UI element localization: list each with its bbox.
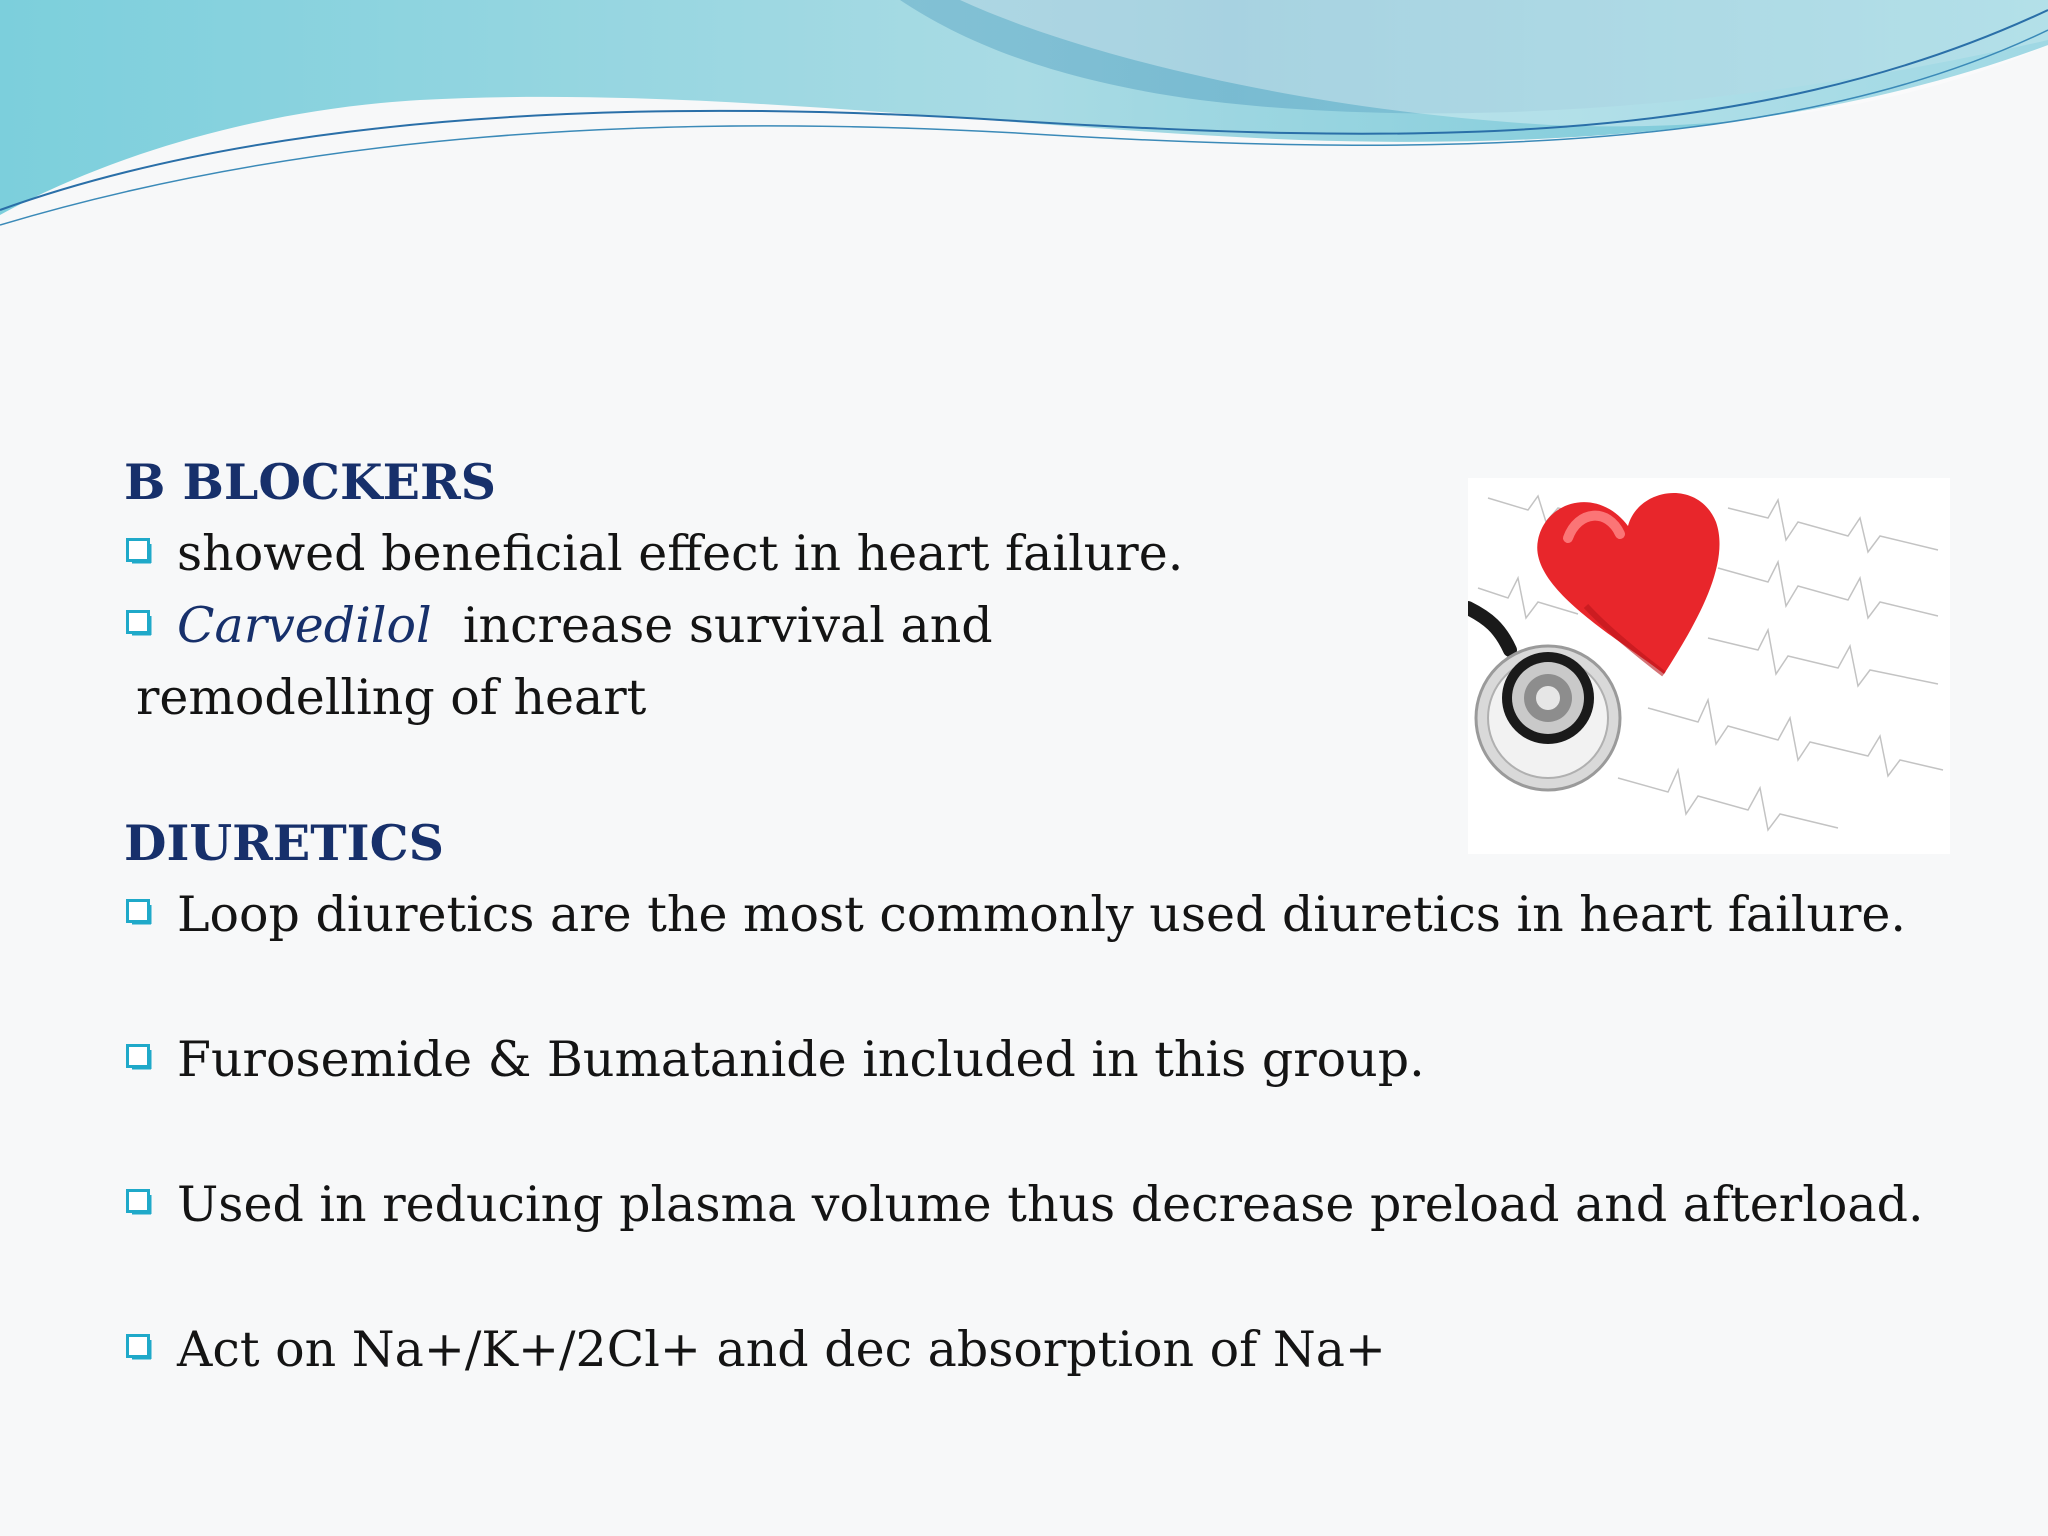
list-item (124, 590, 1944, 662)
list-item (124, 1169, 1944, 1241)
square-bullet-icon (126, 899, 152, 925)
diuretics-heading: DIURETICS (124, 814, 444, 872)
header-wave-decoration (0, 0, 2048, 240)
list-item-text: Loop diuretics are the most commonly used diuretics in heart failure. (177, 886, 1906, 943)
list-item-text: Furosemide & Bumatanide included in this group. (177, 1031, 1425, 1088)
spacer (124, 951, 1944, 1024)
list-item-continuation: remodelling of heart (136, 669, 647, 726)
list-item (124, 518, 1944, 590)
square-bullet-icon (126, 1334, 152, 1360)
spacer (124, 734, 1944, 807)
slide-content (124, 446, 1944, 1386)
square-bullet-icon (126, 1044, 152, 1070)
list-item (124, 1314, 1944, 1386)
square-bullet-icon (126, 610, 152, 636)
spacer (124, 1241, 1944, 1314)
list-item-text: increase survival and (431, 597, 993, 654)
list-item-text: Act on Na+/K+/2Cl+ and dec absorption of Na+ (177, 1321, 1386, 1378)
b-blockers-heading: B BLOCKERS (124, 453, 497, 511)
drug-name-carvedilol: Carvedilol (177, 597, 432, 654)
square-bullet-icon (126, 1189, 152, 1215)
spacer (124, 1096, 1944, 1169)
list-item (124, 1024, 1944, 1096)
list-item-text: Used in reducing plasma volume thus decrease preload and afterload. (177, 1176, 1924, 1233)
square-bullet-icon (126, 538, 152, 564)
list-item-text: showed beneficial effect in heart failure. (177, 525, 1184, 582)
list-item (124, 879, 1944, 951)
